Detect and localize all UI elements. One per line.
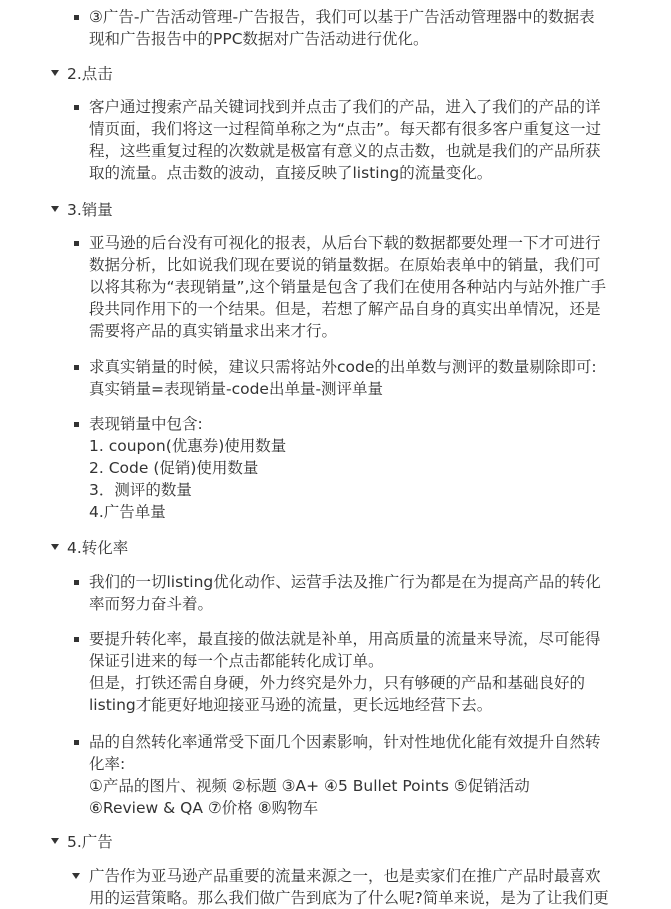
item-text-line: 段共同作用下的一个结果。但是，若想了解产品自身的真实出单情况，还是 — [89, 300, 601, 318]
bullet-icon — [74, 740, 79, 745]
section-heading-label: 2.点击 — [67, 65, 113, 83]
bullet-icon — [74, 637, 79, 642]
section-heading-label: 3.销量 — [67, 201, 113, 219]
item-text-line: 保证引进来的每一个点击都能转化成订单。 — [89, 652, 384, 670]
bullet-icon — [74, 580, 79, 585]
item-text-line: 用的运营策略。那么我们做广告到底为了什么呢?简单来说，是为了让我们更 — [89, 889, 609, 907]
collapse-triangle-icon[interactable] — [51, 206, 59, 212]
item-text-line: ③广告-广告活动管理-广告报告，我们可以基于广告活动管理器中的数据表 — [89, 8, 595, 26]
bullet-icon — [74, 241, 79, 246]
section-heading-ads[interactable] — [51, 831, 113, 853]
item-text-line: 情页面，我们将这一过程简单称之为“点击”。每天都有很多客户重复这一过 — [89, 120, 602, 138]
bullet-icon — [74, 105, 79, 110]
collapse-triangle-icon[interactable] — [51, 544, 59, 550]
section-heading-sales[interactable] — [51, 199, 113, 221]
item-text-line: 取的流量。点击数的波动，直接反映了listing的流量变化。 — [89, 164, 493, 182]
item-text-line: 3．测评的数量 — [89, 481, 192, 499]
item-text-line: 以将其称为“表现销量”,这个销量是包含了我们在使用各种站内与站外推广手 — [89, 278, 606, 296]
collapse-triangle-icon[interactable] — [51, 70, 59, 76]
item-text-line: 1. coupon(优惠券)使用数量 — [89, 437, 287, 455]
item-text-line: 率而努力奋斗着。 — [89, 595, 214, 613]
item-text-line: ⑥Review & QA ⑦价格 ⑧购物车 — [89, 799, 319, 817]
bullet-icon — [74, 15, 79, 20]
item-text-line: 真实销量=表现销量-code出单量-测评单量 — [89, 380, 384, 398]
item-text-line: 表现销量中包含: — [89, 415, 203, 433]
bullet-icon — [74, 365, 79, 370]
item-text-line: 需要将产品的真实销量求出来才行。 — [89, 322, 338, 340]
collapse-triangle-icon[interactable] — [51, 838, 59, 844]
item-text-line: 亚马逊的后台没有可视化的报表，从后台下载的数据都要处理一下才可进行 — [89, 234, 601, 252]
section-heading-click[interactable] — [51, 63, 113, 85]
item-text-line: 但是，打铁还需自身硬，外力终究是外力，只有够硬的产品和基础良好的 — [89, 674, 586, 692]
item-text-line: 2. Code (促销)使用数量 — [89, 459, 259, 477]
section-heading-label: 5.广告 — [67, 833, 113, 851]
item-text-line: 化率: — [89, 755, 126, 773]
item-text-line: 求真实销量的时候，建议只需将站外code的出单数与测评的数量剔除即可: — [89, 358, 597, 376]
item-text-line: 数据分析，比如说我们现在要说的销量数据。在原始表单中的销量，我们可 — [89, 256, 601, 274]
section-heading-conversion[interactable] — [51, 537, 128, 559]
item-text-line: 广告作为亚马逊产品重要的流量来源之一，也是卖家们在推广产品时最喜欢 — [89, 867, 601, 885]
item-text-line: 客户通过搜索产品关键词找到并点击了我们的产品，进入了我们的产品的详 — [89, 98, 601, 116]
item-text-line: 4.广告单量 — [89, 503, 166, 521]
item-text-line: 现和广告报告中的PPC数据对广告活动进行优化。 — [89, 30, 429, 48]
item-text-line: 要提升转化率，最直接的做法就是补单，用高质量的流量来导流，尽可能得 — [89, 630, 601, 648]
item-text-line: listing才能更好地迎接亚马逊的流量，更长远地经营下去。 — [89, 696, 493, 714]
item-text-line: 我们的一切listing优化动作、运营手法及推广行为都是在为提高产品的转化 — [89, 573, 601, 591]
item-text-line: ①产品的图片、视频 ②标题 ③A+ ④5 Bullet Points ⑤促销活动 — [89, 777, 530, 795]
section-heading-label: 4.转化率 — [67, 539, 129, 557]
item-text-line: 程，这些重复过程的次数就是极富有意义的点击数，也就是我们的产品所获 — [89, 142, 601, 160]
collapse-triangle-icon[interactable] — [72, 873, 80, 879]
item-text-line: 品的自然转化率通常受下面几个因素影响，针对性地优化能有效提升自然转 — [89, 733, 601, 751]
bullet-icon — [74, 422, 79, 427]
